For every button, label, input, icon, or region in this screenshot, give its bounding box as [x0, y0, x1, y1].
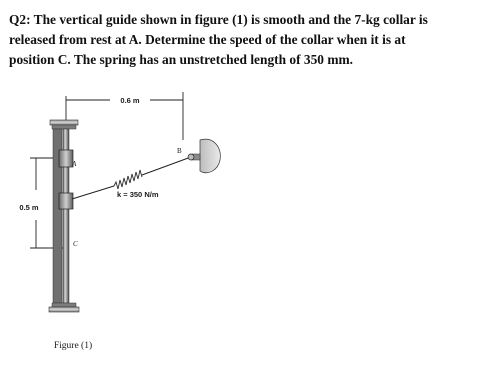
point-a-label: A — [72, 160, 77, 168]
vertical-guide — [49, 120, 79, 312]
spring-constant-label: k = 350 N/m — [117, 190, 159, 199]
question-line-2: released from rest at A. Determine the speed of the collar when it is at — [9, 32, 406, 47]
point-c-label: C — [73, 240, 78, 248]
top-dimension — [66, 92, 183, 140]
spring — [72, 157, 191, 199]
question-line-1: Q2: The vertical guide shown in figure (1) is smooth and the 7-kg collar is — [9, 12, 428, 27]
collar-mid — [59, 193, 73, 209]
top-dimension-label: 0.6 m — [120, 96, 140, 105]
left-dimension-label: 0.5 m — [19, 203, 39, 212]
figure-caption: Figure (1) — [53, 341, 93, 351]
collar-a — [59, 150, 73, 167]
point-b-label: B — [177, 147, 182, 155]
question-line-3: position C. The spring has an unstretched length of 350 mm. — [9, 52, 353, 67]
pivot-b — [177, 139, 220, 173]
